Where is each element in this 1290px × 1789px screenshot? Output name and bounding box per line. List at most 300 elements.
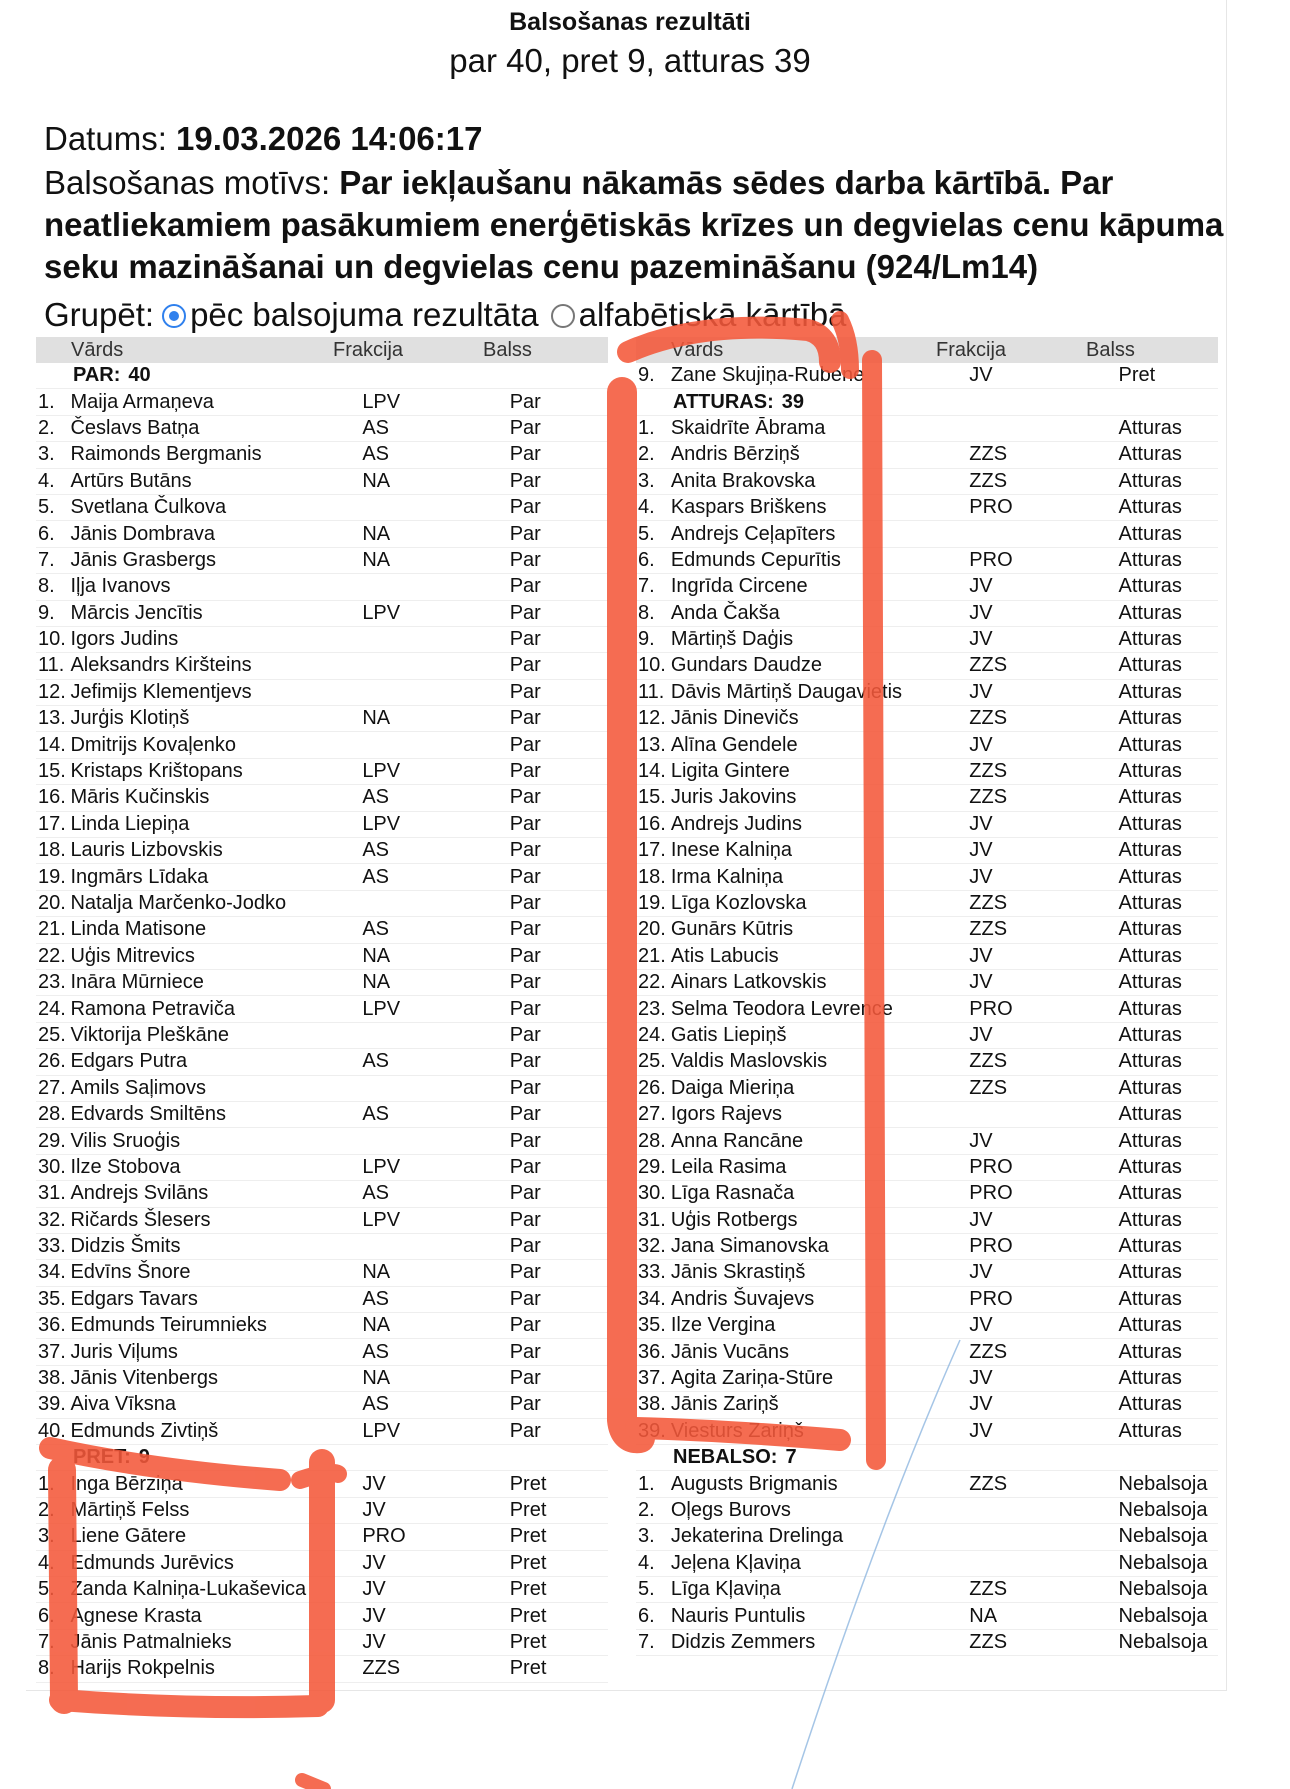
table-row [36,1524,608,1550]
member-name: Zane Skujiņa-Rubene [670,364,865,387]
motive-label: Balsošanas motīvs: [44,164,331,201]
vote-value: Par [509,496,541,519]
row-number: 8. [38,1657,55,1680]
vote-value: Atturas [1118,707,1182,730]
faction: LPV [362,997,401,1020]
row-number: 2. [38,416,55,439]
section-count: 40 [128,364,151,387]
member-name: Ainars Latkovskis [670,971,827,994]
table-row [636,838,1218,864]
vote-value: Par [509,390,541,413]
faction: AS [362,1393,389,1416]
table-row [36,601,608,627]
table-row [36,1551,608,1577]
table-row [36,1366,608,1392]
member-name: Raimonds Bergmanis [70,443,262,466]
vote-value: Atturas [1118,1235,1182,1258]
member-name: Mārtiņš Felss [70,1498,190,1521]
row-number: 19. [38,865,66,888]
faction: JV [969,575,993,598]
table-row [636,1208,1218,1234]
faction: NA [362,1314,391,1337]
vote-value: Atturas [1118,548,1182,571]
member-name: Mārtiņš Daģis [670,628,794,651]
faction: JV [969,680,993,703]
grouping-label: Grupēt: [44,296,155,333]
row-number: 26. [38,1050,66,1073]
faction: JV [969,865,993,888]
table-row [36,1419,608,1445]
section-heading [636,389,1218,415]
faction: ZZS [362,1657,401,1680]
vote-value: Nebalsoja [1118,1578,1208,1601]
row-number: 33. [38,1235,66,1258]
table-row [636,1524,1218,1550]
table-row [636,1603,1218,1629]
vote-value: Par [509,1367,541,1390]
row-number: 24. [638,1023,666,1046]
vote-value: Nebalsoja [1118,1630,1208,1653]
member-name: Ričards Šlesers [70,1208,211,1231]
table-row [36,1656,608,1682]
row-number: 1. [638,1472,655,1495]
member-name: Ingmārs Līdaka [70,865,209,888]
table-row [36,759,608,785]
table-row [636,1366,1218,1392]
faction: JV [969,1314,993,1337]
row-number: 8. [38,575,55,598]
member-name: Līga Rasnača [670,1182,795,1205]
row-number: 7. [638,575,655,598]
member-name: Daiga Mieriņa [670,1076,795,1099]
highlight-stroke-left-bottom [60,1700,318,1707]
table-row [36,1630,608,1656]
vote-value: Atturas [1118,733,1182,756]
row-number: 8. [638,601,655,624]
row-number: 32. [38,1208,66,1231]
row-number: 21. [638,944,666,967]
faction: JV [362,1472,386,1495]
table-row [36,1577,608,1603]
faction: ZZS [969,1630,1008,1653]
vote-value: Nebalsoja [1118,1472,1208,1495]
table-row [36,812,608,838]
table-row [636,732,1218,758]
row-number: 7. [38,1630,55,1653]
faction: LPV [362,601,401,624]
table-row [36,548,608,574]
faction: NA [362,469,391,492]
member-name: Iļja Ivanovs [70,575,171,598]
table-row [636,1419,1218,1445]
vote-value: Par [509,971,541,994]
vote-value: Atturas [1118,839,1182,862]
vote-value: Atturas [1118,1419,1182,1442]
member-name: Didzis Šmits [70,1235,181,1258]
row-number: 40. [38,1419,66,1442]
table-row [636,1155,1218,1181]
faction: JV [362,1630,386,1653]
faction: JV [969,971,993,994]
vote-value: Atturas [1118,997,1182,1020]
row-number: 15. [38,760,66,783]
radio-alphabetical[interactable] [551,304,575,328]
faction: ZZS [969,892,1008,914]
member-name: Andrejs Judins [670,812,803,835]
row-number: 23. [38,971,66,994]
member-name: Selma Teodora Levrence [670,997,893,1020]
member-name: Vilis Sruoģis [70,1129,181,1152]
vote-value: Atturas [1118,496,1182,519]
row-number: 20. [38,892,66,914]
vote-value: Par [509,416,541,439]
vote-value: Atturas [1118,1393,1182,1416]
row-number: 25. [638,1050,666,1073]
header-vote: Balss [483,338,532,361]
row-number: 28. [38,1103,66,1126]
member-name: Māris Kučinskis [70,786,210,809]
member-name: Jānis Vitenbergs [70,1367,218,1390]
section-heading [36,1445,608,1471]
vote-value: Par [509,469,541,492]
table-row [636,759,1218,785]
vote-value: Par [509,1340,541,1363]
faction: AS [362,416,389,439]
table-row [636,1498,1218,1524]
table-row [636,680,1218,706]
faction: LPV [362,390,401,413]
row-number: 1. [38,1472,55,1495]
table-row [636,1392,1218,1418]
vote-value: Atturas [1118,628,1182,651]
header-faction: Frakcija [333,338,404,361]
row-number: 4. [38,469,55,492]
vote-value: Par [509,1129,541,1152]
member-name: Zanda Kalniņa-Lukaševica [70,1578,307,1601]
faction: ZZS [969,1050,1008,1073]
member-name: Viesturs Zariņš [670,1419,804,1442]
vote-value: Atturas [1118,1155,1182,1178]
table-row [36,891,608,917]
member-name: Harijs Rokpelnis [70,1657,215,1680]
faction: JV [969,1129,993,1152]
faction: ZZS [969,1578,1008,1601]
faction: LPV [362,1155,401,1178]
faction: AS [362,918,389,941]
vote-value: Atturas [1118,1314,1182,1337]
table-row [36,680,608,706]
vote-value: Atturas [1118,1340,1182,1363]
table-row [636,363,1218,389]
section-count: 39 [781,390,804,413]
table-row [36,469,608,495]
member-name: Juris Viļums [70,1340,178,1363]
member-name: Igors Rajevs [670,1103,782,1126]
member-name: Andrejs Ceļapīters [670,522,836,545]
table-row [36,416,608,442]
member-name: Amils Saļimovs [70,1076,207,1099]
faction: JV [969,1261,993,1284]
faction: PRO [969,548,1013,571]
faction: AS [362,1050,389,1073]
faction: JV [969,1367,993,1390]
member-name: Jana Simanovska [670,1235,829,1258]
row-number: 16. [38,786,66,809]
member-name: Gundars Daudze [670,654,823,677]
table-row [36,1076,608,1102]
table-row [36,1181,608,1207]
row-number: 11. [38,654,65,677]
table-row [636,1102,1218,1128]
member-name: Mārcis Jencītis [70,601,203,624]
row-number: 17. [38,812,66,835]
vote-value: Atturas [1118,1103,1182,1126]
row-number: 27. [638,1103,666,1126]
date-value: 19.03.2026 14:06:17 [176,120,483,157]
radio-alphabetical-label[interactable]: alfabētiskā kārtībā [578,296,847,333]
vote-value: Par [509,733,541,756]
member-name: Artūrs Butāns [70,469,192,492]
member-name: Liene Gātere [70,1525,187,1548]
faction: ZZS [969,760,1008,783]
row-number: 12. [38,680,66,703]
faction: NA [362,1261,391,1284]
row-number: 2. [38,1498,55,1521]
member-name: Andrejs Svilāns [70,1182,209,1205]
row-number: 1. [638,416,655,439]
vote-value: Atturas [1118,1076,1182,1099]
section-label: ATTURAS: [673,390,774,413]
vote-value: Atturas [1118,469,1182,492]
table-row [636,548,1218,574]
faction: JV [969,839,993,862]
member-name: Edvīns Šnore [70,1261,191,1284]
row-number: 39. [38,1393,66,1416]
row-number: 38. [38,1367,66,1390]
row-number: 13. [638,733,666,756]
table-row [36,785,608,811]
member-name: Ilze Stobova [70,1155,181,1178]
faction: JV [969,733,993,756]
vote-value: Atturas [1118,892,1182,914]
table-row [36,1155,608,1181]
table-row [636,917,1218,943]
table-row [36,864,608,890]
table-row [636,891,1218,917]
faction: PRO [969,997,1013,1020]
member-name: Maija Armaņeva [70,390,214,413]
table-row [636,785,1218,811]
faction: ZZS [969,786,1008,809]
member-name: Lauris Lizbovskis [70,839,223,862]
grouping-options [44,296,846,334]
vote-value: Par [509,680,541,703]
vote-value: Atturas [1118,760,1182,783]
row-number: 29. [638,1155,666,1178]
member-name: Česlavs Batņa [70,416,200,439]
row-number: 4. [38,1551,55,1574]
faction: AS [362,786,389,809]
vote-value: Par [509,707,541,730]
member-name: Jeļena Kļaviņa [670,1551,801,1574]
vote-value: Pret [509,1578,547,1601]
vote-value: Par [509,918,541,941]
member-name: Andris Bērziņš [670,443,800,466]
vote-value: Par [509,1393,541,1416]
member-name: Andris Šuvajevs [670,1287,815,1310]
row-number: 4. [638,496,655,519]
row-number: 9. [638,628,655,651]
table-row [36,1603,608,1629]
member-name: Jānis Dinevičs [670,707,799,730]
member-name: Uģis Rotbergs [670,1208,798,1231]
row-number: 2. [638,443,655,466]
vote-value: Atturas [1118,786,1182,809]
radio-by-result[interactable] [162,304,186,328]
member-name: Viktorija Pleškāne [70,1023,230,1046]
section-title [36,364,151,387]
table-row [636,706,1218,732]
member-name: Didzis Zemmers [670,1630,816,1653]
vote-value: Atturas [1118,1182,1182,1205]
member-name: Kristaps Krištopans [70,760,243,783]
vote-value: Par [509,601,541,624]
table-row [36,389,608,415]
faction: JV [362,1498,386,1521]
table-row [36,1313,608,1339]
table-row [36,1471,608,1497]
row-number: 34. [38,1261,66,1284]
member-name: Valdis Maslovskis [670,1050,828,1073]
faction: JV [362,1604,386,1627]
vote-value: Atturas [1118,1287,1182,1310]
faction: NA [362,548,391,571]
row-number: 21. [38,918,66,941]
row-number: 31. [638,1208,666,1231]
member-name: Augusts Brigmanis [670,1472,838,1495]
table-row [36,1498,608,1524]
faction: ZZS [969,707,1008,730]
motive-line [44,162,1224,288]
table-row [36,1128,608,1154]
row-number: 20. [638,918,666,941]
table-row [636,601,1218,627]
faction: PRO [969,1287,1013,1310]
table-row [36,574,608,600]
faction: NA [969,1604,998,1627]
vote-value: Par [509,522,541,545]
vote-value: Par [509,443,541,466]
faction: JV [969,812,993,835]
header-name: Vārds [671,338,724,361]
vote-value: Par [509,1182,541,1205]
vote-value: Par [509,628,541,651]
member-name: Leila Rasima [670,1155,787,1178]
member-name: Jānis Zariņš [670,1393,779,1416]
member-name: Linda Liepiņa [70,812,190,835]
faction: LPV [362,1208,401,1231]
member-name: Gunārs Kūtris [670,918,794,941]
row-number: 19. [638,892,666,914]
row-number: 29. [38,1129,66,1152]
table-row [36,627,608,653]
section-title [36,1446,150,1469]
vote-value: Par [509,997,541,1020]
member-name: Edmunds Teirumnieks [70,1314,267,1337]
row-number: 38. [638,1393,666,1416]
section-label: PAR: [73,364,121,387]
member-name: Igors Judins [70,628,179,651]
vote-value: Par [509,812,541,835]
vote-value: Nebalsoja [1118,1525,1208,1548]
member-name: Edmunds Zivtiņš [70,1419,219,1442]
faction: LPV [362,812,401,835]
table-row [36,1339,608,1365]
faction: JV [969,1393,993,1416]
member-name: Ligita Gintere [670,760,790,783]
table-header [636,337,1218,363]
radio-by-result-label[interactable]: pēc balsojuma rezultāta [190,296,539,333]
member-name: Jānis Grasbergs [70,548,217,571]
row-number: 30. [38,1155,66,1178]
row-number: 32. [638,1235,666,1258]
faction: ZZS [969,1340,1008,1363]
row-number: 15. [638,786,666,809]
row-number: 39. [638,1419,666,1442]
vote-value: Par [509,575,541,598]
vote-value: Atturas [1118,443,1182,466]
member-name: Alīna Gendele [670,733,798,756]
faction: JV [362,1551,386,1574]
table-row [36,732,608,758]
member-name: Nauris Puntulis [670,1604,806,1627]
section-title [636,391,804,414]
row-number: 13. [38,707,66,730]
row-number: 4. [638,1551,655,1574]
table-row [36,1023,608,1049]
row-number: 35. [38,1287,66,1310]
member-name: Jānis Skrastiņš [670,1261,806,1284]
table-row [36,495,608,521]
faction: ZZS [969,654,1008,677]
faction: AS [362,1182,389,1205]
member-name: Dāvis Mārtiņš Daugavietis [670,680,903,703]
faction: JV [969,628,993,651]
table-row [636,996,1218,1022]
member-name: Svetlana Čulkova [70,496,227,519]
vote-value: Atturas [1118,1367,1182,1390]
row-number: 34. [638,1287,666,1310]
vote-value: Atturas [1118,1050,1182,1073]
row-number: 30. [638,1182,666,1205]
table-row [636,1234,1218,1260]
member-name: Anita Brakovska [670,469,816,492]
vote-value: Nebalsoja [1118,1498,1208,1521]
vote-value: Par [509,548,541,571]
faction: JV [969,1419,993,1442]
member-name: Oļegs Burovs [670,1498,791,1521]
table-row [36,442,608,468]
highlight-stroke-stray [302,1780,324,1789]
member-name: Edgars Putra [70,1050,188,1073]
faction: JV [969,1023,993,1046]
row-number: 14. [38,733,66,756]
faction: PRO [362,1525,406,1548]
vote-value: Par [509,1261,541,1284]
table-row [636,469,1218,495]
vote-value: Atturas [1118,918,1182,941]
row-number: 24. [38,997,66,1020]
